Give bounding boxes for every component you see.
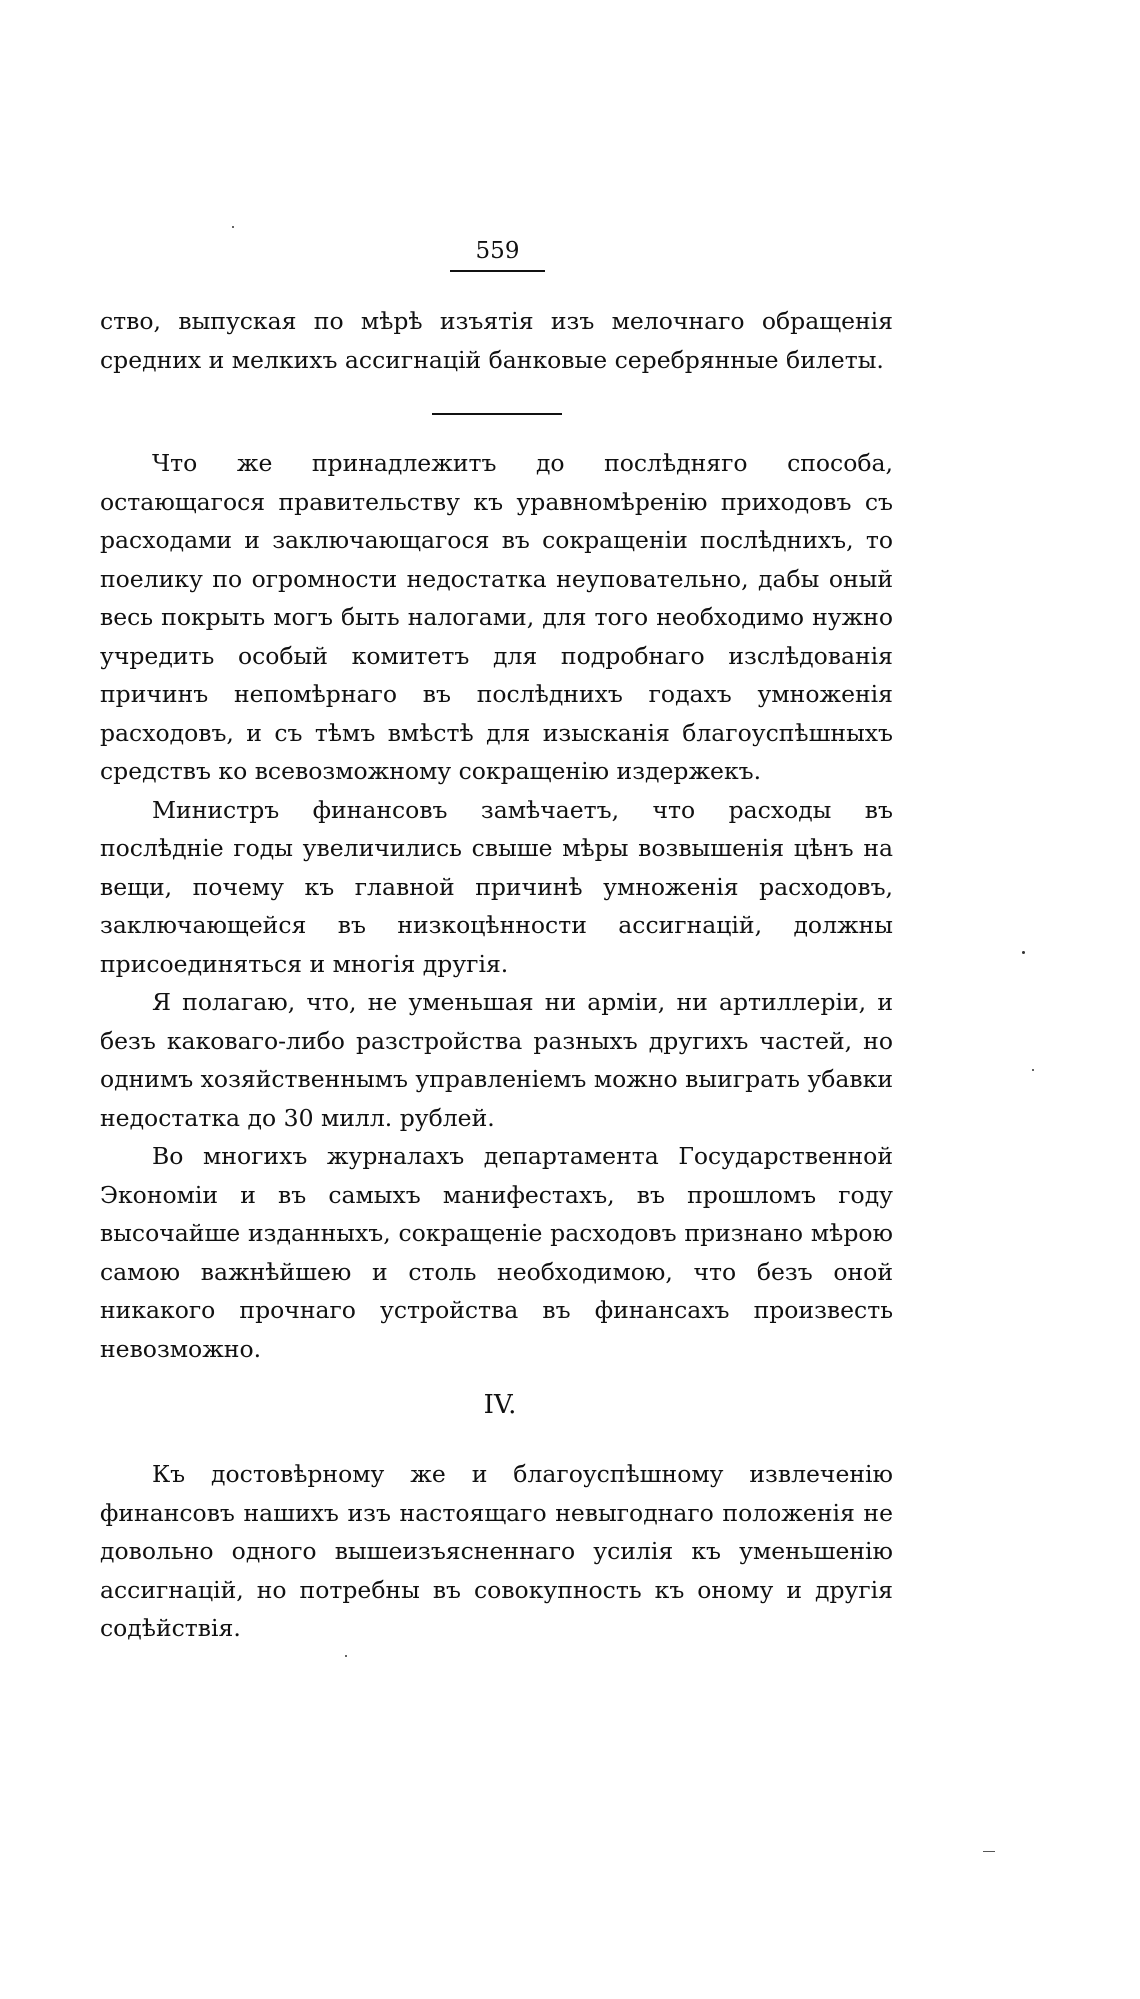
- scan-speck: [345, 1655, 347, 1657]
- paragraph: Министръ финансовъ замѣчаетъ, что расходы въ послѣдніе годы увеличились свыше мѣры возвышенія цѣнъ на вещи, почему къ главной причинѣ умноженія расходовъ, заключающейся въ низкоцѣнности ассигнацій, должны присоединяться и многія другія.: [100, 795, 893, 978]
- scan-mark: [983, 1851, 995, 1852]
- main-text: [100, 444, 893, 1368]
- scan-speck: [1022, 951, 1025, 954]
- section-text: [100, 1455, 893, 1648]
- section-divider: [432, 413, 562, 415]
- page-number: 559: [450, 236, 545, 272]
- paragraph: Къ достовѣрному же и благоуспѣшному извлеченію финансовъ нашихъ изъ настоящаго невыгоднаго положенія не довольно одного вышеизъясненнаго усилія къ уменьшенію ассигнацій, но потребны въ совокупность къ оному и другія содѣйствія.: [100, 1460, 893, 1642]
- paragraph: Я полагаю, что, не уменьшая ни арміи, ни артиллеріи, и безъ каковаго-либо разстройства разныхъ другихъ частей, но однимъ хозяйственнымъ управленіемъ можно выиграть убавки недостатка до 30 милл. рублей.: [100, 988, 893, 1132]
- paragraph: Что же принадлежитъ до послѣдняго способа, остающагося правительству къ уравномѣренію приходовъ съ расходами и заключающагося въ сокращеніи послѣднихъ, то поелику по огромности недостатка неуповательно, дабы оный весь покрыть могъ быть налогами, для того необходимо нужно учредить особый комитетъ для подробнаго изслѣдованія причинъ непомѣрнаго въ послѣднихъ годахъ умноженія расходовъ, и съ тѣмъ вмѣстѣ для изысканія благоуспѣшныхъ средствъ ко всевозможному сокращенію издержекъ.: [100, 449, 893, 785]
- section-heading: IV.: [483, 1390, 517, 1420]
- scan-speck: [1032, 1069, 1034, 1071]
- paragraph: Во многихъ журналахъ департамента Государственной Экономіи и въ самыхъ манифестахъ, въ прошломъ году высочайше изданныхъ, сокращеніе расходовъ признано мѣрою самою важнѣйшею и столь необходимою, что безъ оной никакого прочнаго устройства въ финансахъ произвесть невозможно.: [100, 1142, 893, 1363]
- paragraph: ство, выпуская по мѣрѣ изъятія изъ мелочнаго обращенія средних и мелкихъ ассигнацій банковые серебрянные билеты.: [100, 307, 893, 374]
- continued-text: [100, 302, 893, 379]
- scan-speck: [232, 226, 234, 228]
